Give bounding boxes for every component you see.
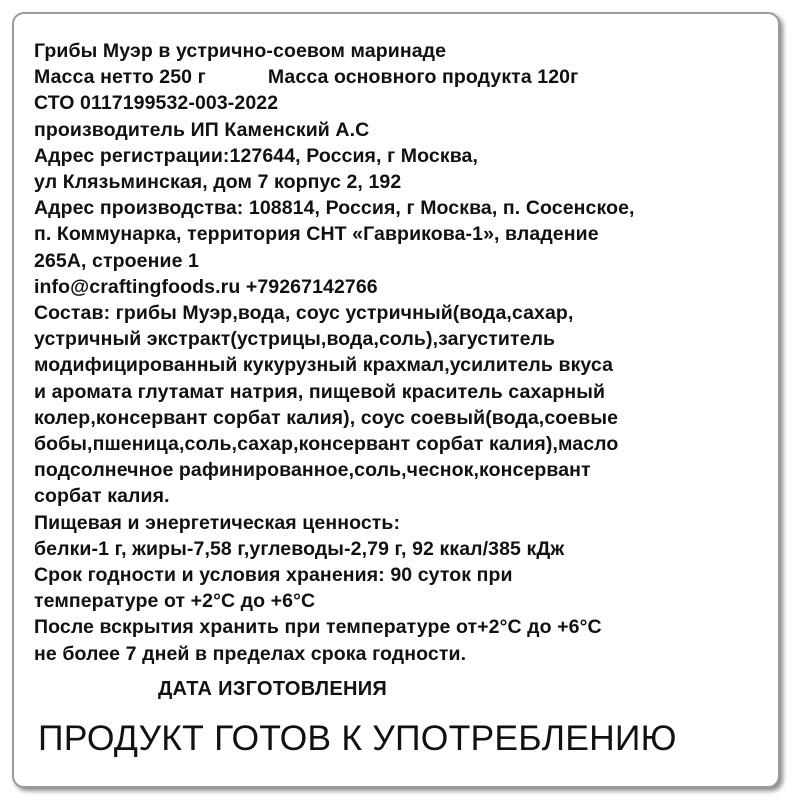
contacts: info@craftingfoods.ru +79267142766 [34, 275, 378, 298]
manufacture-date-label: ДАТА ИЗГОТОВЛЕНИЯ [158, 678, 388, 700]
composition-line: бобы,пшеница,соль,сахар,консервант сорбат калия),масло [34, 433, 619, 456]
composition-line: колер,консервант сорбат калия), соус соевый(вода,соевые [34, 406, 619, 429]
manufacturer: производитель ИП Каменский А.С [34, 118, 370, 141]
production-address-line: Адрес производства: 108814, Россия, г Москва, п. Сосенское, [34, 197, 635, 220]
shelf-life-line: Срок годности и условия хранения: 90 суток при [34, 564, 513, 587]
net-mass: Масса нетто 250 г [34, 66, 206, 89]
registration-address-line: ул Клязьминская, дом 7 корпус 2, 192 [34, 171, 402, 194]
nutrition-heading: Пищевая и энергетическая ценность: [34, 511, 401, 534]
mass-row [34, 64, 774, 90]
standard-code: СТО 0117199532-003-2022 [34, 92, 279, 115]
composition-line: подсолнечное рафинированное,соль,чеснок,консервант [34, 459, 591, 482]
production-address-line: 265А, строение 1 [34, 249, 199, 272]
nutrition-values: белки-1 г, жиры-7,58 г,углеводы-2,79 г, 92 ккал/385 кДж [34, 537, 565, 560]
main-product-mass: Масса основного продукта 120г [267, 66, 579, 89]
product-title: Грибы Муэр в устрично-соевом маринаде [34, 40, 447, 62]
after-opening-line: не более 7 дней в пределах срока годности. [34, 642, 467, 665]
composition-line: и аромата глутамат натрия, пищевой краситель сахарный [34, 380, 606, 403]
composition-line: Состав: грибы Муэр,вода, соус устричный(вода,сахар, [34, 302, 574, 325]
after-opening-line: После вскрытия хранить при температуре от+2°С до +6°С [34, 616, 602, 639]
composition-line: сорбат калия. [34, 485, 170, 508]
production-address-line: п. Коммунарка, территория СНТ «Гаврикова-1», владение [34, 223, 599, 246]
ready-to-eat-label: ПРОДУКТ ГОТОВ К УПОТРЕБЛЕНИЮ [38, 718, 677, 758]
registration-address-line: Адрес регистрации:127644, Россия, г Москва, [34, 144, 479, 167]
label-body-text [34, 38, 774, 667]
shelf-life-line: температуре от +2°С до +6°С [34, 590, 316, 613]
composition-line: устричный экстракт(устрицы,вода,соль),загуститель [34, 328, 556, 351]
composition-line: модифицированный кукурузный крахмал,усилитель вкуса [34, 354, 614, 377]
